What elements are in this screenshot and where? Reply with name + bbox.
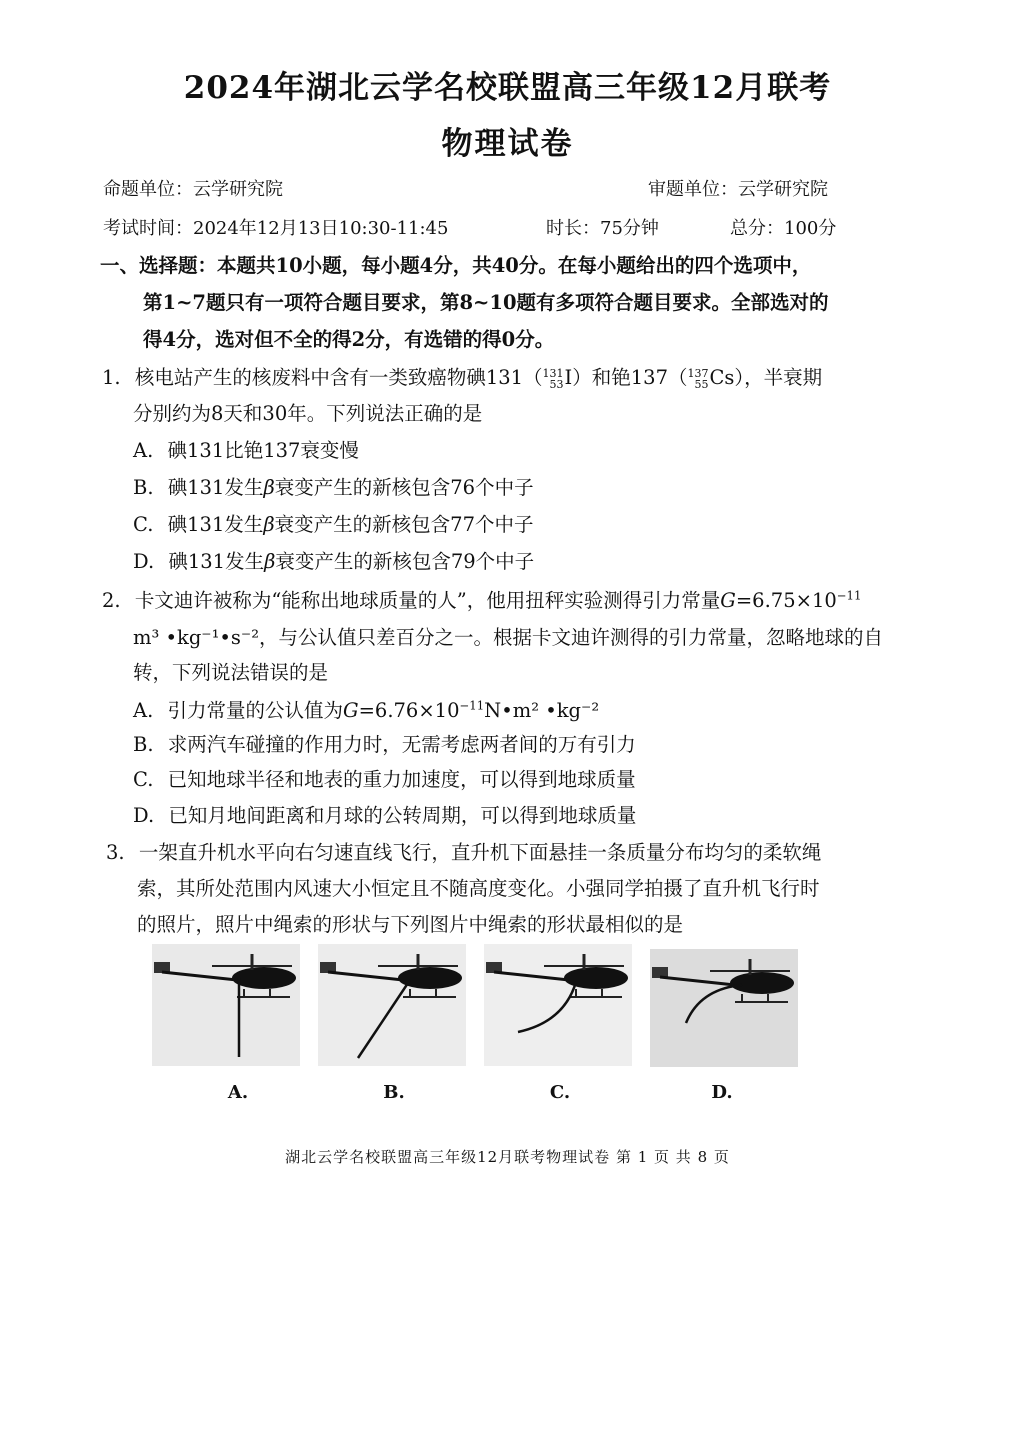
figure-label-c: C. — [549, 1082, 571, 1103]
question-number: 2. — [102, 589, 121, 612]
setter-unit: 命题单位：云学研究院 — [103, 179, 283, 200]
helicopter-photo-d[interactable] — [650, 949, 798, 1067]
question-2-stem-line3: 转，下列说法错误的是 — [133, 661, 329, 684]
question-1-stem: 1. 核电站产生的核废料中含有一类致癌物碘131（ 131 53 I）和铯137（ 137 55 Cs），半衰期 — [102, 366, 823, 391]
q1-option-d[interactable]: D. 碘131发生β衰变产生的新核包含79个中子 — [133, 550, 535, 573]
page-footer: 湖北云学名校联盟高三年级12月联考物理试卷 第 1 页 共 8 页 — [285, 1148, 730, 1166]
question-2-stem-line2: m³ •kg⁻¹•s⁻²，与公认值只差百分之一。根据卡文迪许测得的引力常量，忽略地球的自 — [133, 626, 884, 649]
q2-option-b[interactable]: B. 求两汽车碰撞的作用力时，无需考虑两者间的万有引力 — [133, 733, 636, 756]
section-heading-line3: 得4分，选对但不全的得2分，有选错的得0分。 — [143, 328, 555, 351]
reviewer-unit: 审题单位：云学研究院 — [648, 179, 828, 200]
q2-option-d[interactable]: D. 已知月地间距离和月球的公转周期，可以得到地球质量 — [133, 804, 637, 827]
iodine-nuclide-numbers: 131 53 — [542, 366, 564, 391]
figure-label-b: B. — [383, 1082, 405, 1103]
q2-option-c[interactable]: C. 已知地球半径和地表的重力加速度，可以得到地球质量 — [133, 768, 636, 791]
q1-option-b[interactable]: B. 碘131发生β衰变产生的新核包含76个中子 — [133, 476, 534, 499]
figure-label-d: D. — [711, 1082, 733, 1103]
question-number: 1. — [102, 366, 121, 389]
helicopter-photo-b[interactable] — [318, 944, 466, 1066]
subject-title: 物理试卷 — [441, 126, 574, 162]
q1-option-a[interactable]: A. 碘131比铯137衰变慢 — [133, 439, 359, 462]
q1-option-c[interactable]: C. 碘131发生β衰变产生的新核包含77个中子 — [133, 513, 534, 536]
section-heading-line1: 一、选择题：本题共10小题，每小题4分，共40分。在每小题给出的四个选项中， — [100, 254, 812, 277]
cesium-symbol: Cs — [709, 366, 735, 389]
question-3-stem-line3: 的照片，照片中绳索的形状与下列图片中绳索的形状最相似的是 — [137, 913, 684, 936]
question-number: 3. — [106, 841, 125, 864]
q2-option-a[interactable]: A. 引力常量的公认值为$G=6.76\times 10^{-11}N•m^2$ •kg⁻² — [133, 698, 600, 722]
exam-duration: 时长：75分钟 — [546, 218, 659, 239]
section-heading-line2: 第1~7题只有一项符合题目要求，第8~10题有多项符合题目要求。全部选对的 — [143, 291, 829, 314]
helicopter-photo-c[interactable] — [484, 944, 632, 1066]
figure-label-a: A. — [227, 1082, 249, 1103]
question-3-stem-line2: 索，其所处范围内风速大小恒定且不随高度变化。小强同学拍摄了直升机飞行时 — [137, 877, 820, 900]
total-score: 总分：100分 — [730, 218, 837, 239]
question-1-stem-line2: 分别约为8天和30年。下列说法正确的是 — [133, 402, 483, 425]
question-2-stem: 2. 卡文迪许被称为“能称出地球质量的人”，他用扭秤实验测得引力常量$G=6.75\times 10^{-11}$ — [102, 588, 862, 612]
units: m³ •kg⁻¹•s⁻² — [133, 626, 260, 649]
helicopter-photo-a[interactable] — [152, 944, 300, 1066]
question-3-stem: 3. 一架直升机水平向右匀速直线飞行，直升机下面悬挂一条质量分布均匀的柔软绳 — [106, 841, 822, 864]
exam-title: 2024年湖北云学名校联盟高三年级12月联考 — [183, 70, 832, 106]
cesium-nuclide-numbers: 137 55 — [687, 366, 709, 391]
exam-time: 考试时间：2024年12月13日10:30-11:45 — [103, 218, 449, 239]
iodine-symbol: I — [564, 366, 573, 389]
